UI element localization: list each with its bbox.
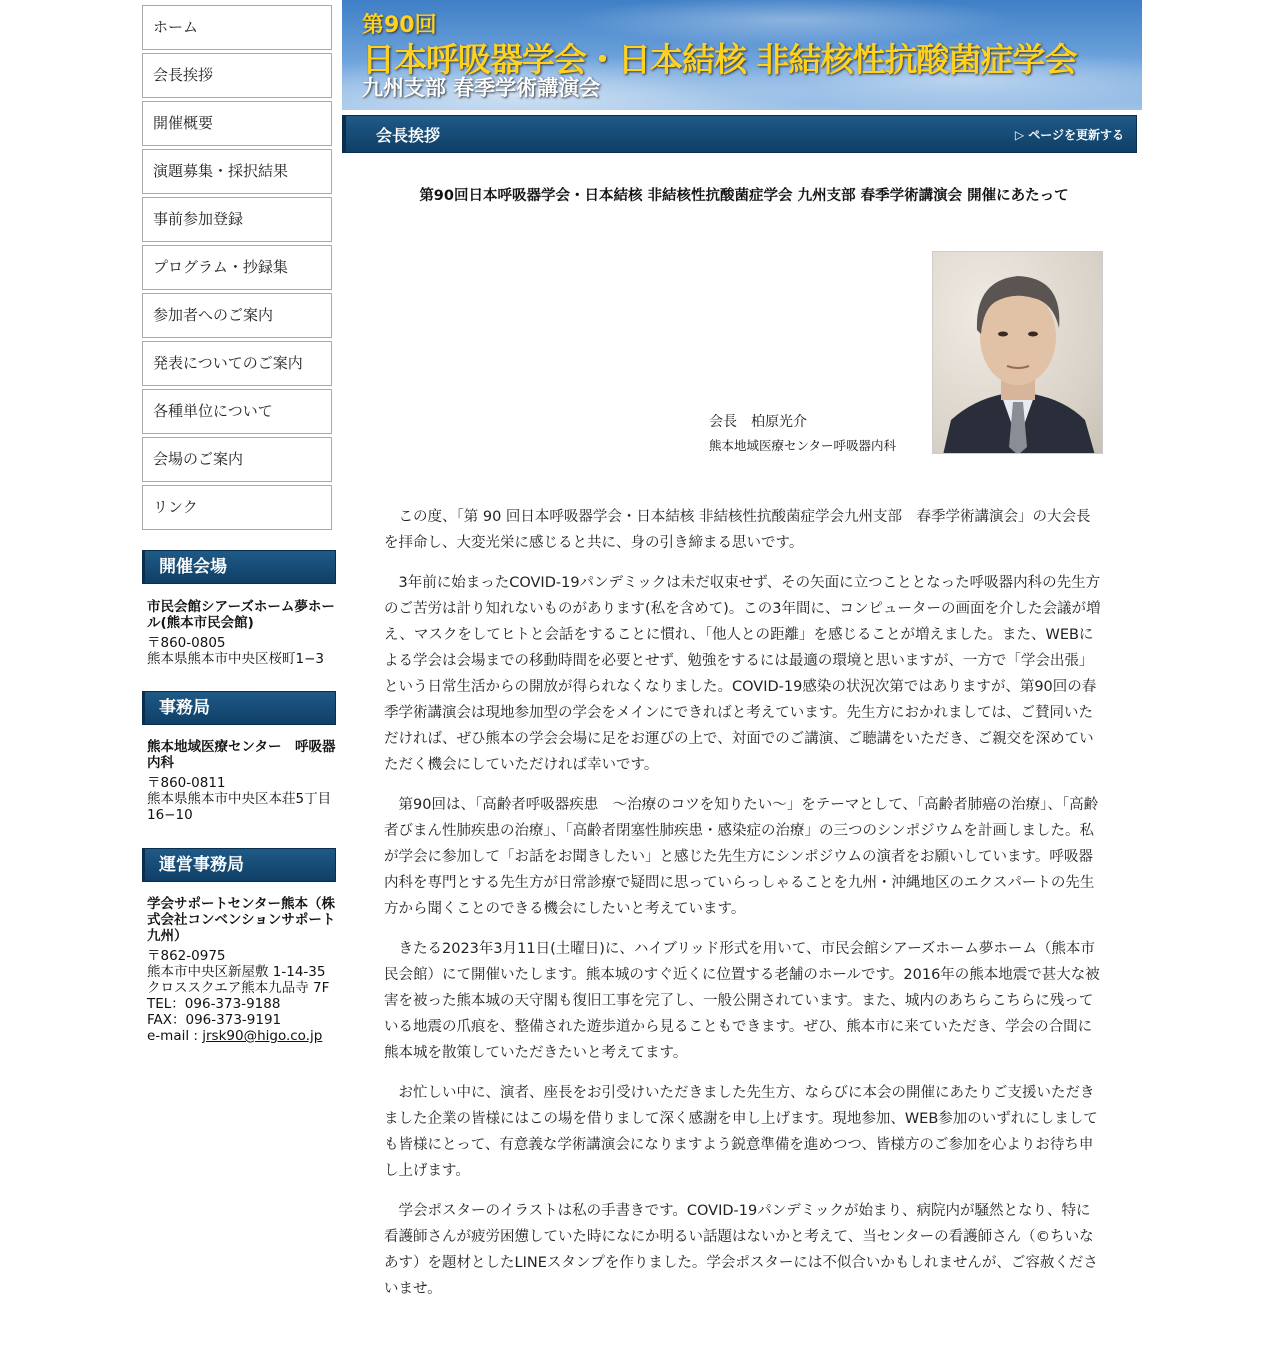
email-link[interactable]: jrsk90@higo.co.jp (202, 1028, 323, 1044)
venue-zip: 〒860-0805 (147, 635, 226, 651)
greeting-paragraph-1: この度、「第 90 回日本呼吸器学会・日本結核 非結核性抗酸菌症学会九州支部 春季学術講演会」の大会長を拝命し、大変光栄に感じると共に、身の引き締まる思いです。 (384, 509, 1091, 551)
nav-item-links[interactable]: リンク (142, 485, 332, 530)
president-photo (932, 251, 1103, 454)
mgmt-address1: 熊本市中央区新屋敷 1-14-35 (147, 964, 326, 980)
nav-item-overview[interactable]: 開催概要 (142, 101, 332, 146)
mgmt-email-row (147, 1028, 336, 1044)
president-affiliation: 熊本地域医療センター呼吸器内科 (709, 438, 897, 453)
office-zip: 〒860-0811 (147, 775, 226, 791)
banner-subtitle: 九州支部 春季学術講演会 (362, 76, 601, 100)
nav-item-home[interactable]: ホーム (142, 5, 332, 50)
greeting-paragraph-6: 学会ポスターのイラストは私の手書きです。COVID-19パンデミックが始まり、病院内が騒然となり、特に看護師さんが疲労困憊していた時になにか明るい話題はないかと考えて、当センターの看護師さん（©ちいなあす）を題材としたLINEスタンプを作りました。学会ポスターには不似合いかもしれませんが、ご容赦くださいませ。 (384, 1203, 1098, 1297)
nav-item-abstracts[interactable]: 演題募集・採択結果 (142, 149, 332, 194)
mgmt-zip: 〒862-0975 (147, 948, 226, 964)
refresh-page-link[interactable]: ▷ ページを更新する (1014, 128, 1124, 142)
greeting-heading: 第90回日本呼吸器学会・日本結核 非結核性抗酸菌症学会 九州支部 春季学術講演会 開催にあたって (419, 188, 1069, 204)
banner-society-title: 日本呼吸器学会・日本結核 非結核性抗酸菌症学会 (362, 40, 1077, 79)
nav-item-participants[interactable]: 参加者へのご案内 (142, 293, 332, 338)
nav-item-registration[interactable]: 事前参加登録 (142, 197, 332, 242)
office-name: 熊本地域医療センター 呼吸器内科 (147, 739, 336, 771)
venue-name: 市民会館シアーズホーム夢ホール(熊本市民会館) (147, 599, 335, 631)
nav-item-greeting[interactable]: 会長挨拶 (142, 53, 332, 98)
president-portrait-image (933, 252, 1103, 454)
mgmt-fax: FAX：096-373-9191 (147, 1012, 282, 1028)
president-name: 会長 柏原光介 (709, 414, 807, 430)
nav-item-credits[interactable]: 各種単位について (142, 389, 332, 434)
mgmt-heading: 運営事務局 (142, 848, 336, 882)
nav-item-presentation[interactable]: 発表についてのご案内 (142, 341, 332, 386)
header-banner (342, 0, 1142, 110)
president-caption (709, 411, 896, 454)
greeting-paragraph-4: きたる2023年3月11日(土曜日)に、ハイブリッド形式を用いて、市民会館シアーズホーム夢ホーム（熊本市民会館）にて開催いたします。熊本城のすぐ近くに位置する老舗のホールです。2016年の熊本地震で甚大な被害を被った熊本城の天守閣も復旧工事を完了し、一般公開されています。また、城内のあちらこちらに残っている地震の爪痕を、整備された遊歩道から見ることもできます。ぜひ、熊本市に来ていただき、学会の合間に熊本城を散策していただきたいと考えてます。 (384, 941, 1100, 1061)
sidebar-nav (142, 5, 332, 533)
mgmt-tel: TEL：096-373-9188 (147, 996, 281, 1012)
mgmt-address2: クロススクエア熊本九品寺 7F (147, 980, 330, 996)
office-address: 熊本県熊本市中央区本荘5丁目16−10 (147, 791, 332, 823)
page-title-bar (342, 115, 1137, 153)
greeting-paragraph-5: お忙しい中に、演者、座長をお引受けいただきました先生方、ならびに本会の開催にあたりご支援いただきました企業の皆様にはこの場を借りまして深く感謝を申し上げます。現地参加、WEB参加のいずれにしましても皆様にとって、有意義な学術講演会になりますよう鋭意準備を進めつつ、皆様方のご参加を心よりお待ち申し上げます。 (384, 1085, 1098, 1179)
nav-item-program[interactable]: プログラム・抄録集 (142, 245, 332, 290)
greeting-body (384, 504, 1104, 1316)
banner-edition: 第90回 (362, 13, 437, 38)
page-title: 会長挨拶 (376, 126, 441, 145)
greeting-paragraph-3: 第90回は、「高齢者呼吸器疾患 ～治療のコツを知りたい～」をテーマとして、「高齢者肺癌の治療」、「高齢者びまん性肺疾患の治療」、「高齢者閉塞性肺疾患・感染症の治療」の三つのシンポジウムを計画しました。私が学会に参加して「お話をお聞きしたい」と感じた先生方にシンポジウムの演者をお願いしています。呼吸器内科を専門とする先生方が日常診療で疑問に思っていらっしゃることを九州・沖縄地区のエクスパートの先生方から聞くことのできる機会にしたいと考えています。 (384, 797, 1099, 917)
greeting-paragraph-2: 3年前に始まったCOVID-19パンデミックは未だ収束せず、その矢面に立つこととなった呼吸器内科の先生方のご苦労は計り知れないものがあります(私を含めて)。この3年間に、コンピューターの画面を介した会議が増え、マスクをしてヒトと会話をすることに慣れ、「他人との距離」を感じることが増えました。また、WEBによる学会は会場までの移動時間を必要とせず、勉強をするには最適の環境と思いますが、一方で「学会出張」という日常生活からの開放が得られなくなりました。COVID-19感染の状況次第ではありますが、第90回の春季学術講演会は現地参加型の学会をメインにできればと考えています。先生方におかれましては、ご賛同いただければ、ぜひ熊本の学会会場に足をお運びの上で、対面でのご講演、ご聴講をいただき、ご親交を深めていただく機会にしていただければ幸いです。 (384, 575, 1101, 773)
mgmt-name: 学会サポートセンター熊本（株式会社コンベンションサポート九州） (147, 896, 336, 944)
nav-item-venue-guide[interactable]: 会場のご案内 (142, 437, 332, 482)
office-box (142, 691, 336, 823)
venue-box (142, 550, 336, 667)
email-label: e-mail : (147, 1028, 203, 1044)
mgmt-box (142, 848, 336, 1044)
venue-address: 熊本県熊本市中央区桜町1−3 (147, 651, 324, 667)
venue-heading: 開催会場 (142, 550, 336, 584)
office-heading: 事務局 (142, 691, 336, 725)
